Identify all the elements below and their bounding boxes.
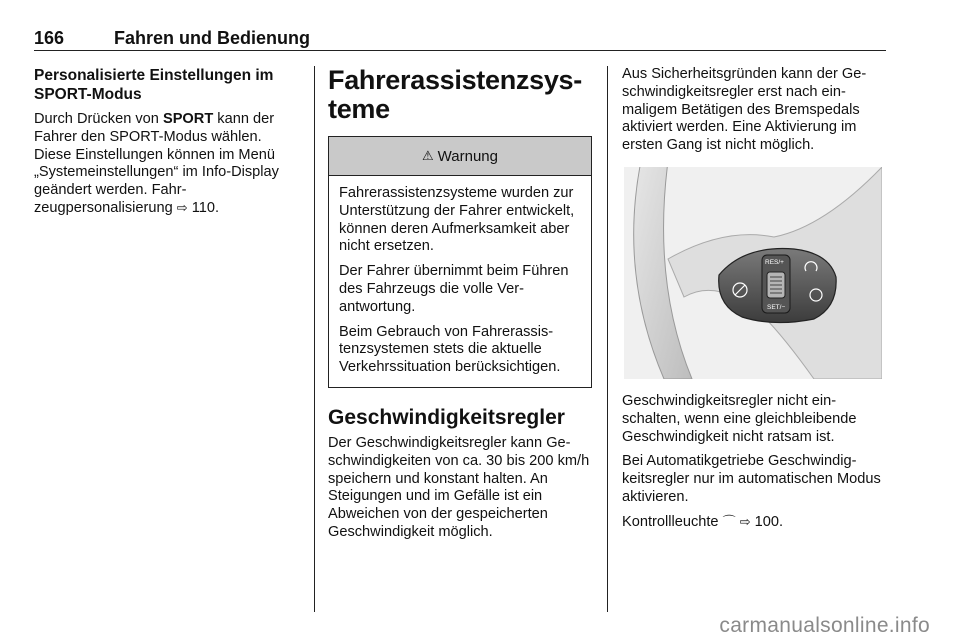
res-plus-label: RES/+ [765,258,784,266]
section-title: Fahrerassistenzsys- teme [328,65,582,124]
chapter-title: Fahren und Bedienung [114,28,310,48]
page-reference[interactable]: 110. [191,199,220,216]
column-divider [607,66,608,612]
warning-triangle-icon: ⚠ [422,148,434,164]
warning-paragraph: Der Fahrer übernimmt beim Führen des Fahrzeugs die volle Verantwortung. [339,263,569,315]
page-reference[interactable]: 100. [754,513,784,530]
set-minus-label: SET/− [767,303,786,311]
warning-body [329,176,591,387]
watermark: carmanualsonline.info [719,614,930,637]
left-column [34,66,300,225]
steering-wheel-controls-illustration [624,167,882,379]
automatic-paragraph: Bei Automatikgetriebe Geschwindigkeitsregler nur im automatischen Modus aktivieren. [622,453,881,505]
warning-box [328,136,592,388]
sport-button-label: SPORT [162,111,214,127]
warning-paragraph: Beim Gebrauch von Fahrerassistenzsystemen stets die aktuelle Verkehrssituation berücksichtigen. [339,323,561,376]
page-header [34,28,886,51]
steering-wheel-figure [624,167,882,379]
cruise-control-pad [719,249,836,323]
cruise-control-paragraph: Der Geschwindigkeitsregler kann Geschwindigkeiten von ca. 30 bis 200 km/h speichern und konstant halten. An Steigungen und im Gefälle ist ein Abweichen von der gespeicherten Geschwindigkeit möglich. [328,434,590,540]
reference-arrow-icon: ⇨ [739,514,751,530]
reference-arrow-icon: ⇨ [176,200,188,216]
middle-column [328,66,592,549]
warning-paragraph: Fahrerassistenzsysteme wurden zur Unterstützung der Fahrer entwickelt, können deren Aufmerksamkeit aber nicht ersetzen. [339,185,575,255]
activation-paragraph: Aus Sicherheitsgründen kann der Geschwindigkeitsregler erst nach einmaligem Betätigen des Bremspedals aktiviert werden. Eine Aktivierung im ersten Gang ist nicht möglich. [622,66,867,154]
warning-label: Warnung [437,147,498,165]
cruise-control-heading: Geschwindigkeitsregler [328,405,565,429]
cruise-control-lamp-icon: ⌒ [722,514,736,530]
right-column [622,66,886,539]
indicator-paragraph: Kontrollleuchte ⌒ ⇨ 100. [622,513,784,530]
column-divider [314,66,315,612]
sport-mode-paragraph: Durch Drücken von SPORT kann der Fahrer den SPORT-Modus wählen. Diese Einstellungen können im Menü „Systemeinstellungen“ im Info-Display geändert werden. Fahrzeugpersonalisierung ⇨ 110. [34,111,279,216]
sport-mode-heading: Personalisierte Einstellungen im SPORT-Modus [34,67,274,103]
caution-paragraph: Geschwindigkeitsregler nicht einschalten, wenn eine gleichbleibende Geschwindigkeit nicht ratsam ist. [622,392,857,445]
warning-header [329,137,591,176]
page-number: 166 [34,28,65,48]
